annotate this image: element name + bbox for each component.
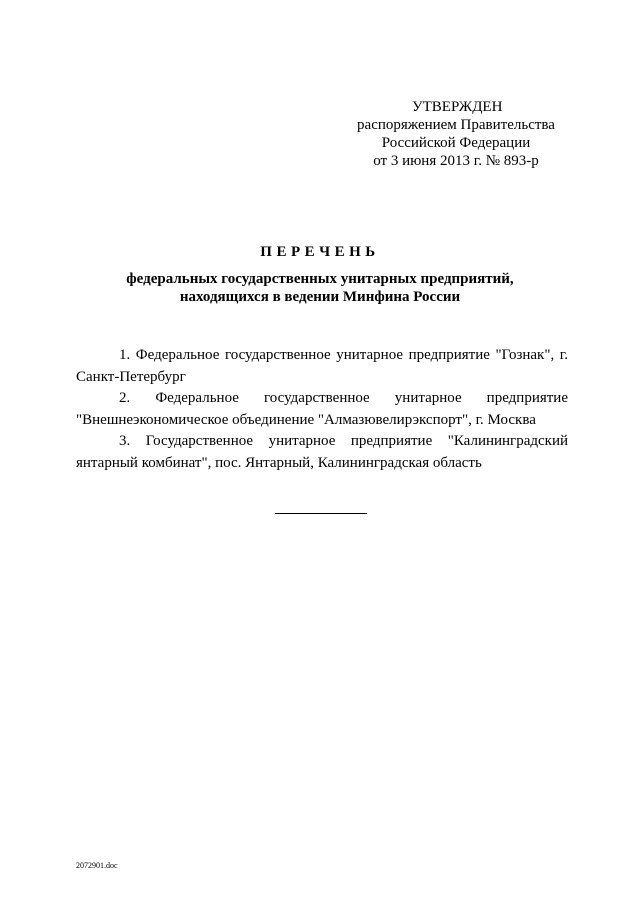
document-subtitle (0, 270, 640, 306)
approval-heading: УТВЕРЖДЕН (412, 99, 503, 115)
list-item: 2. Федеральное государственное унитарное предприятие "Внешнеэкономическое объединение "Алмазювелирэкспорт", г. Москва (76, 390, 568, 428)
file-name-footer: 2072901.doc (76, 861, 118, 870)
list-item: 3. Государственное унитарное предприятие "Калининградский янтарный комбинат", пос. Янтарный, Калининградская область (76, 433, 568, 471)
end-divider (275, 513, 367, 514)
subtitle-line-1: федеральных государственных унитарных предприятий, (126, 271, 514, 287)
approval-line-1: распоряжением Правительства (357, 117, 555, 133)
subtitle-line-2: находящихся в ведении Минфина России (179, 289, 461, 305)
list-item: 1. Федеральное государственное унитарное предприятие "Гознак", г. Санкт-Петербург (76, 347, 568, 385)
enterprise-list (76, 345, 568, 474)
approval-line-2: Российской Федерации (381, 135, 531, 151)
approval-block (340, 98, 580, 170)
document-title: ПЕРЕЧЕНЬ (260, 244, 380, 260)
approval-line-3: от 3 июня 2013 г. № 893-р (373, 153, 539, 169)
